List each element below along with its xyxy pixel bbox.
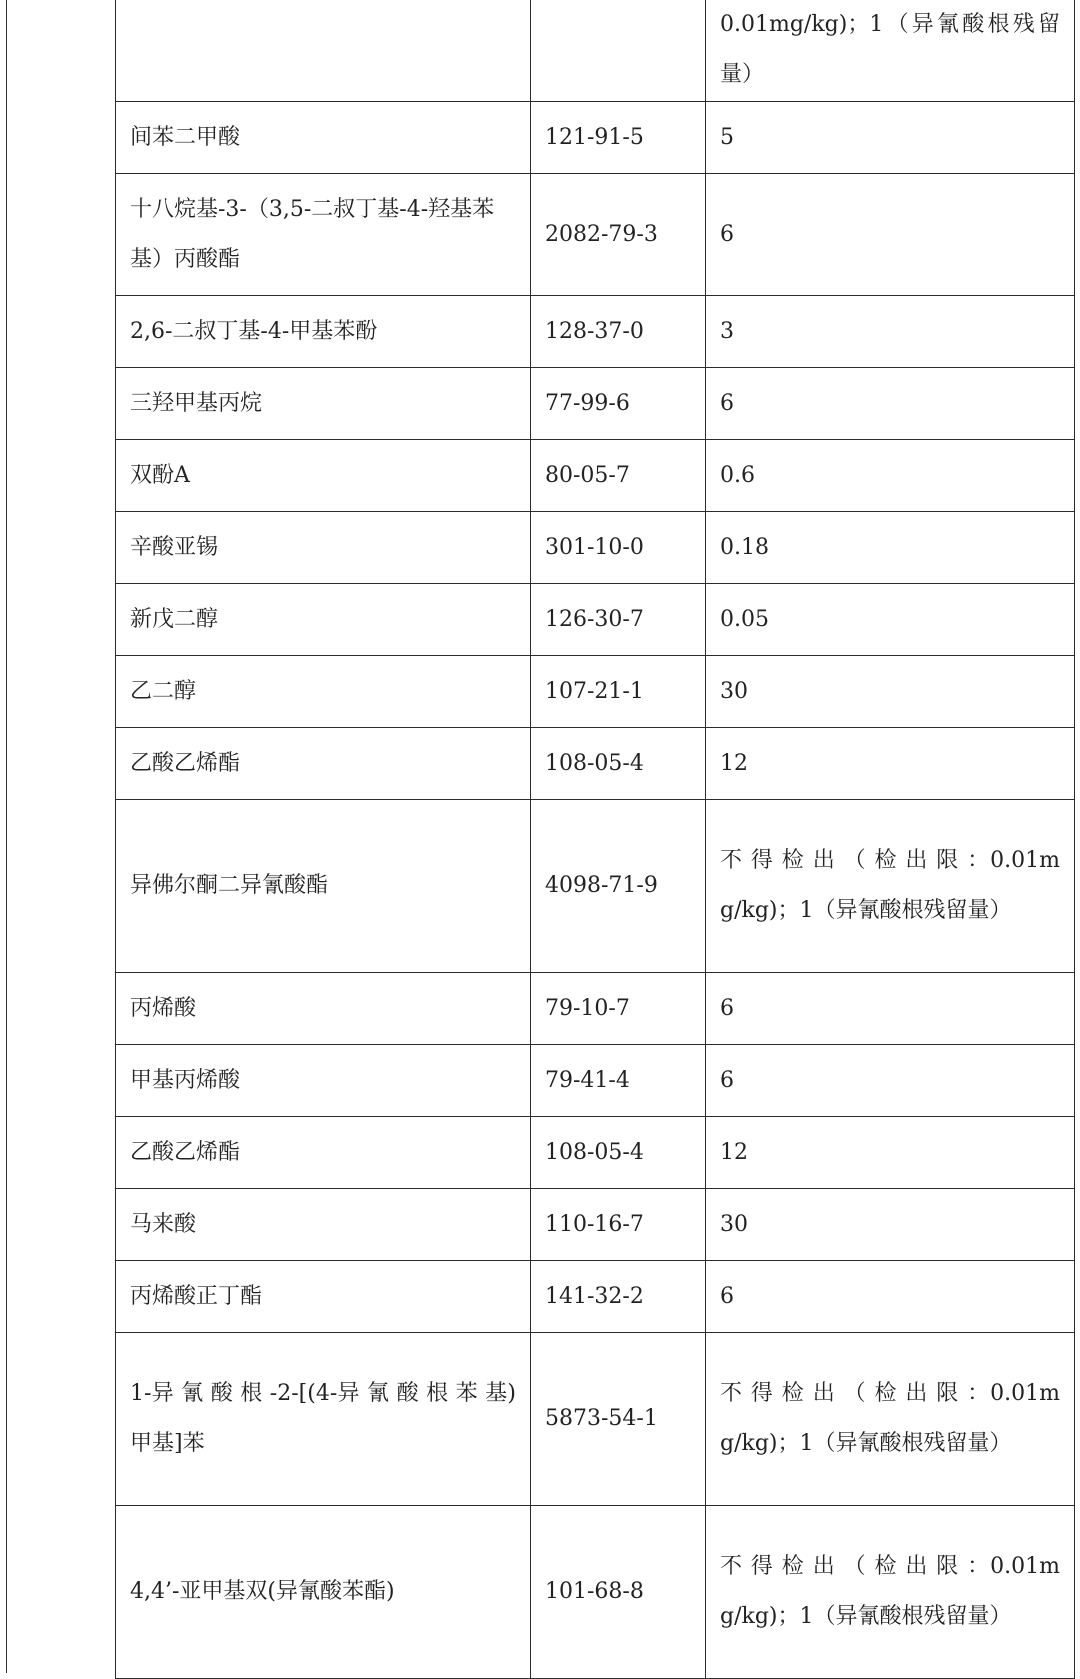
limit-value-cell: 0.6: [706, 440, 1075, 512]
substance-name-cell: 辛酸亚锡: [116, 512, 531, 584]
table-row: [116, 512, 1075, 584]
limit-value-cell: 12: [706, 1117, 1075, 1189]
limit-value-cell: 30: [706, 1189, 1075, 1261]
cas-number-cell: 79-41-4: [531, 1045, 706, 1117]
cas-number-cell: 80-05-7: [531, 440, 706, 512]
limit-value-cell: 6: [706, 1261, 1075, 1333]
limit-value-cell: 不 得 检 出 （ 检 出 限 ：0.01mg/kg)；1（异氰酸根残留量）: [706, 800, 1075, 973]
substance-name-cell: 三羟甲基丙烷: [116, 368, 531, 440]
limit-value-cell: 6: [706, 973, 1075, 1045]
cas-number-cell: 301-10-0: [531, 512, 706, 584]
limit-value-cell: 不 得 检 出 （ 检 出 限 ：0.01mg/kg)；1（异氰酸根残留量）: [706, 1506, 1075, 1679]
limit-value-cell: 0.05: [706, 584, 1075, 656]
cas-number-cell: 108-05-4: [531, 1117, 706, 1189]
cas-number-cell: 77-99-6: [531, 368, 706, 440]
limit-value-cell: 3: [706, 296, 1075, 368]
limit-value-cell: 6: [706, 1045, 1075, 1117]
limit-value-cell: 6: [706, 174, 1075, 296]
substance-name-cell: 丙烯酸正丁酯: [116, 1261, 531, 1333]
limit-value-cell: 5: [706, 102, 1075, 174]
substance-name-cell: 甲基丙烯酸: [116, 1045, 531, 1117]
table-row: [116, 0, 1075, 102]
table-row: [116, 102, 1075, 174]
cas-number-cell: 108-05-4: [531, 728, 706, 800]
cas-number-cell: 121-91-5: [531, 102, 706, 174]
substance-name-cell: 1-异 氰 酸 根 -2-[(4-异 氰 酸 根 苯 基)甲基]苯: [116, 1333, 531, 1506]
table-row: [116, 1189, 1075, 1261]
limit-value-cell: 0.18: [706, 512, 1075, 584]
substance-name-cell: 双酚A: [116, 440, 531, 512]
table-row: [116, 1261, 1075, 1333]
table-row: [116, 584, 1075, 656]
table-row: [116, 1117, 1075, 1189]
substance-name-cell: 新戊二醇: [116, 584, 531, 656]
cas-number-cell: 107-21-1: [531, 656, 706, 728]
cas-number-cell: [531, 0, 706, 102]
limit-value-cell: 0.01mg/kg)；1（异氰酸根残留量）: [706, 0, 1075, 102]
table-row: [116, 973, 1075, 1045]
table-row: [116, 174, 1075, 296]
page-left-rule: [6, 0, 7, 1673]
substance-name-cell: 乙酸乙烯酯: [116, 1117, 531, 1189]
cas-number-cell: 141-32-2: [531, 1261, 706, 1333]
substance-name-cell: 马来酸: [116, 1189, 531, 1261]
limit-value-cell: 6: [706, 368, 1075, 440]
substance-name-cell: 2,6-二叔丁基-4-甲基苯酚: [116, 296, 531, 368]
cas-number-cell: 101-68-8: [531, 1506, 706, 1679]
cas-number-cell: 5873-54-1: [531, 1333, 706, 1506]
substance-name-cell: 乙二醇: [116, 656, 531, 728]
cas-number-cell: 110-16-7: [531, 1189, 706, 1261]
table-row: [116, 1045, 1075, 1117]
table-row: [116, 728, 1075, 800]
substance-name-cell: 4,4’-亚甲基双(异氰酸苯酯): [116, 1506, 531, 1679]
table-row: [116, 296, 1075, 368]
table-row: [116, 368, 1075, 440]
table-row: [116, 656, 1075, 728]
cas-number-cell: 4098-71-9: [531, 800, 706, 973]
table-row: [116, 1506, 1075, 1679]
cas-number-cell: 2082-79-3: [531, 174, 706, 296]
cas-number-cell: 126-30-7: [531, 584, 706, 656]
limit-value-cell: 30: [706, 656, 1075, 728]
table-row: [116, 1333, 1075, 1506]
substance-name-cell: 乙酸乙烯酯: [116, 728, 531, 800]
substance-name-cell: 十八烷基-3-（3,5-二叔丁基-4-羟基苯基）丙酸酯: [116, 174, 531, 296]
substance-limit-table: [115, 0, 1075, 1679]
cas-number-cell: 79-10-7: [531, 973, 706, 1045]
table-row: [116, 800, 1075, 973]
substance-name-cell: 异佛尔酮二异氰酸酯: [116, 800, 531, 973]
substance-name-cell: 丙烯酸: [116, 973, 531, 1045]
table-row: [116, 440, 1075, 512]
substance-name-cell: 间苯二甲酸: [116, 102, 531, 174]
limit-value-cell: 不 得 检 出 （ 检 出 限 ：0.01mg/kg)；1（异氰酸根残留量）: [706, 1333, 1075, 1506]
cas-number-cell: 128-37-0: [531, 296, 706, 368]
substance-name-cell: [116, 0, 531, 102]
limit-value-cell: 12: [706, 728, 1075, 800]
